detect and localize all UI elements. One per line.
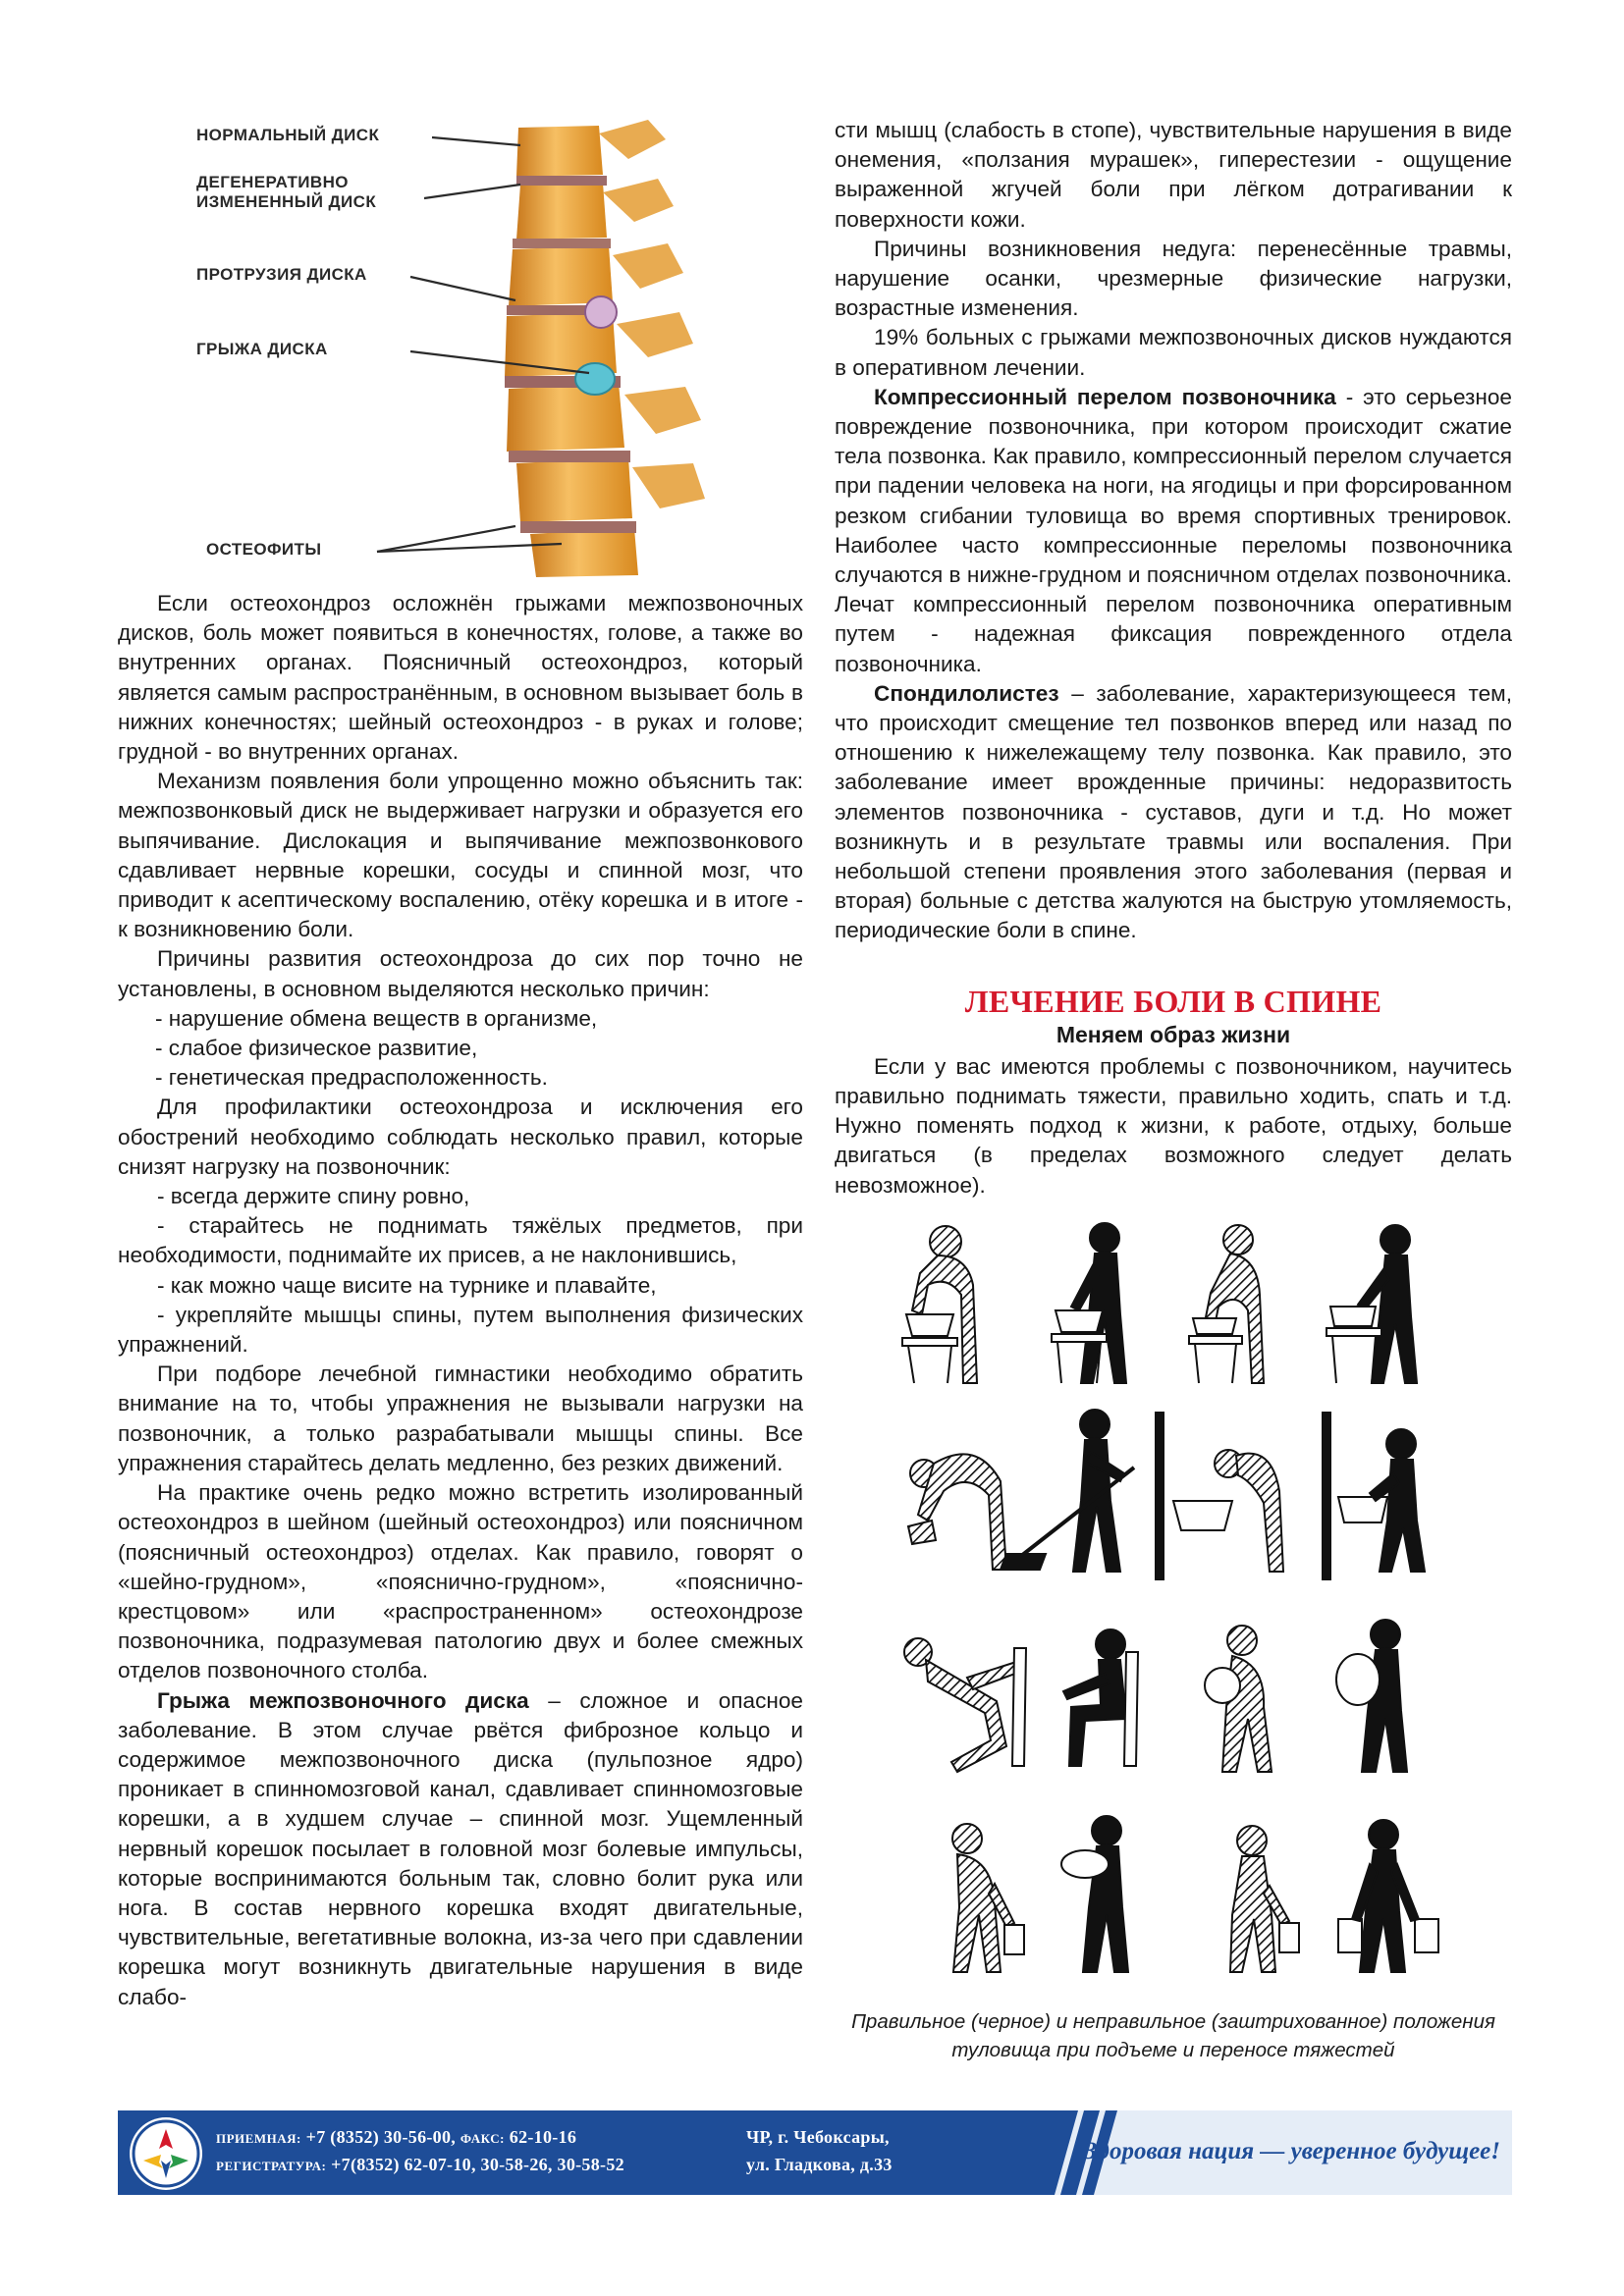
figure-incorrect [952, 1824, 1024, 1972]
label-normal-disc: НОРМАЛЬНЫЙ ДИСК [196, 126, 380, 144]
paragraph: Причины развития остеохондроза до сих пор точно не установлены, в основном выделяются несколько причин: [118, 946, 803, 1001]
figure-incorrect [1189, 1225, 1264, 1383]
list-item: - генетическая предрасположенность. [155, 1065, 548, 1091]
figure-correct [1061, 1816, 1128, 1972]
term-hernia: Грыжа межпозвоночного диска [157, 1687, 529, 1713]
footer-phones-line-1 [216, 2126, 576, 2150]
paragraph: На практике очень редко можно встретить изолированный остеохондроз в шейном (шейный остеохондроз) или поясничном (поясничный остеохондроз) отделах. Как правило, говорят о «шейно-грудном», «пояснично-грудном», «пояснично-крестцовом» или «распространенном» остеохондрозе позвоночника, подразумевая патологию двух и более смежных отделов позвоночного столба. [118, 1480, 803, 1683]
paragraph-hernia [118, 1686, 803, 2012]
list-item: - всегда держите спину ровно, [157, 1184, 470, 1209]
logo-icon [130, 2117, 202, 2190]
list-item: - старайтесь не поднимать тяжёлых предметов, при необходимости, поднимайте их присев, а не наклонившись, [118, 1213, 803, 1268]
paragraph: Механизм появления боли упрощенно можно объяснить так: межпозвонковый диск не выдерживает нагрузки и образуется его выпячивание. Дислокация и выпячивание межпозвонкового сдавливает нервные корешки, сосуды и спинной мозг, что приводит к асептическому воспалению, отёку корешка и в итоге - к возникновению боли. [118, 769, 803, 942]
paragraph: При подборе лечебной гимнастики необходимо обратить внимание на то, чтобы упражнения не вызывали нагрузки на позвоночник, а только разрабатывали мышцы спины. Все упражнения старайтесь делать медленно, без резких движений. [118, 1362, 803, 1475]
figure-incorrect [904, 1638, 1026, 1772]
posture-illustration [898, 1216, 1448, 2002]
label-degenerative-disc: ДЕГЕНЕРАТИВНО ИЗМЕНЕННЫЙ ДИСК [196, 173, 377, 211]
figure-correct [1338, 1820, 1438, 1972]
figure-correct [1323, 1413, 1425, 1579]
vertebrae [505, 120, 705, 577]
figure-incorrect [1205, 1626, 1272, 1772]
label-protrusion: ПРОТРУЗИЯ ДИСКА [196, 265, 367, 284]
figure-correct [1336, 1620, 1407, 1772]
footer-contact-band [118, 2110, 1051, 2195]
figure-correct [1001, 1410, 1134, 1572]
paragraph: Если у вас имеются проблемы с позвоночником, научитесь правильно поднимать тяжести, правильно ходить, спать и т.д. Нужно поменять подход к жизни, к работе, отдыху, больше двигаться (в пределах возможного следует делать невозможное). [835, 1053, 1512, 1198]
figure-caption: Правильное (черное) и неправильное (заштрихованное) положения туловища при подъеме и переносе тяжестей [851, 2009, 1495, 2061]
paragraph: Причины возникновения недуга: перенесённые травмы, нарушение осанки, чрезмерные физические нагрузки, возрастные изменения. [835, 236, 1512, 321]
figure-correct [1326, 1225, 1417, 1383]
paragraph: сти мышц (слабость в стопе), чувствительные нарушения в виде онемения, «ползания мурашек», гиперестезии - ощущение выраженной жгучей боли при лёгком дотрагивании к поверхности кожи. [835, 118, 1512, 232]
figure-row-1 [902, 1223, 1417, 1383]
text-spondylolisthesis: – заболевание, характеризующееся тем, что происходит смещение тел позвонков вперед или назад по отношению к нижележащему телу позвонка. Как правило, это заболевание имеет врожденные причины: недоразвитость элементов позвоночника - суставов, дуги и т.д. Но может возникнуть и в результате травмы или воспаления. При небольшой степени проявления этого заболевания (первая и вторая) больные с детства жалуются на быструю утомляемость, периодические боли в спине. [835, 680, 1512, 943]
reception-label: ПРИЕМНАЯ: [216, 2131, 301, 2146]
left-column [118, 116, 803, 2012]
list-item: - укрепляйте мышцы спины, путем выполнения физических упражнений. [118, 1302, 803, 1358]
reception-phone: +7 (8352) 30-56-00, [305, 2127, 457, 2147]
text-hernia: – сложное и опасное заболевание. В этом случае рвётся фиброзное кольцо и содержимое межпозвоночного диска (пульпозное ядро) проникает в спинномозговой канал, сдавливает спинномозговые корешки, а в худшем случае – спинной мозг. Ущемленный нервный корешок посылает в головной мозг болевые импульсы, которые воспринимаются больным так, словно болит рука или нога. В состав нервного корешка входят двигательные, чувствительные, вегетативные волокна, из-за чего при сдавлении корешка могут возникнуть двигательные нарушения в виде слабо- [118, 1687, 803, 2009]
paragraph: Если остеохондроз осложнён грыжами межпозвоночных дисков, боль может появиться в конечностях, голове, а также во внутренних органах. Поясничный остеохондроз, который является самым распространённым, в основном вызывает боль в нижних конечностях; шейный остеохондроз - в руках и голове; грудной - во внутренних органах. [118, 591, 803, 765]
label-osteophytes: ОСТЕОФИТЫ [206, 540, 322, 559]
text-fracture: - это серьезное повреждение позвоночника, при котором происходит сжатие тела позвонка. Как правило, компрессионный перелом случается при падении человека на ноги, на ягодицы и при форсированном резком сгибании туловища во время спортивных тренировок. Наиболее часто компрессионные переломы позвоночника случаются в нижне-грудном и поясничном отделах позвоночника. Лечат компрессионный перелом позвоночника оперативным путем - надежная фиксация поврежденного отдела позвоночника. [835, 384, 1512, 676]
protrusion-marker [585, 296, 617, 328]
fax-label: ФАКС: [460, 2131, 505, 2146]
figure-incorrect [902, 1226, 977, 1383]
term-spondylolisthesis: Спондилолистез [874, 680, 1059, 706]
figure-row-4 [952, 1816, 1438, 1972]
figure-incorrect [1156, 1413, 1283, 1579]
footer-phones-line-2 [216, 2154, 624, 2177]
registry-phones: +7(8352) 62-07-10, 30-58-26, 30-58-52 [331, 2155, 624, 2174]
paragraph-spondylolisthesis [835, 679, 1512, 946]
figure-row-2 [908, 1410, 1425, 1579]
footer-city: ЧР, г. Чебоксары, [746, 2127, 890, 2147]
figure-correct [1052, 1223, 1126, 1383]
hernia-marker [575, 363, 615, 395]
footer-slogan: Здоровая нация — уверенное будущее! [1084, 2138, 1500, 2164]
list-item: - нарушение обмена веществ в организме, [155, 1005, 598, 1031]
right-column [835, 116, 1512, 2064]
footer-bar [118, 2110, 1512, 2195]
spine-illustration [196, 116, 746, 579]
list-item: - как можно чаще висите на турнике и плавайте, [157, 1272, 657, 1298]
fax-number: 62-10-16 [509, 2127, 577, 2147]
figure-incorrect [1230, 1826, 1299, 1972]
paragraph: Для профилактики остеохондроза и исключения его обострений необходимо соблюдать несколько правил, которые снизят нагрузку на позвоночник: [118, 1095, 803, 1179]
figure-correct [1063, 1629, 1138, 1766]
figure-incorrect [908, 1454, 1006, 1570]
paragraph: 19% больных с грыжами межпозвоночных дисков нуждаются в оперативном лечении. [835, 325, 1512, 380]
section-subtitle: Меняем образ жизни [1056, 1021, 1291, 1047]
list-item: - слабое физическое развитие, [155, 1036, 478, 1061]
section-title: ЛЕЧЕНИЕ БОЛИ В СПИНЕ [964, 983, 1382, 1019]
hospital-logo [130, 2117, 202, 2190]
footer-street: ул. Гладкова, д.33 [746, 2155, 893, 2174]
registry-label: РЕГИСТРАТУРА: [216, 2159, 327, 2173]
label-hernia: ГРЫЖА ДИСКА [196, 340, 328, 358]
posture-drawing [898, 1216, 1448, 2002]
paragraph-fracture [835, 383, 1512, 679]
figure-row-3 [904, 1620, 1407, 1772]
term-fracture: Компрессионный перелом позвоночника [874, 384, 1336, 409]
